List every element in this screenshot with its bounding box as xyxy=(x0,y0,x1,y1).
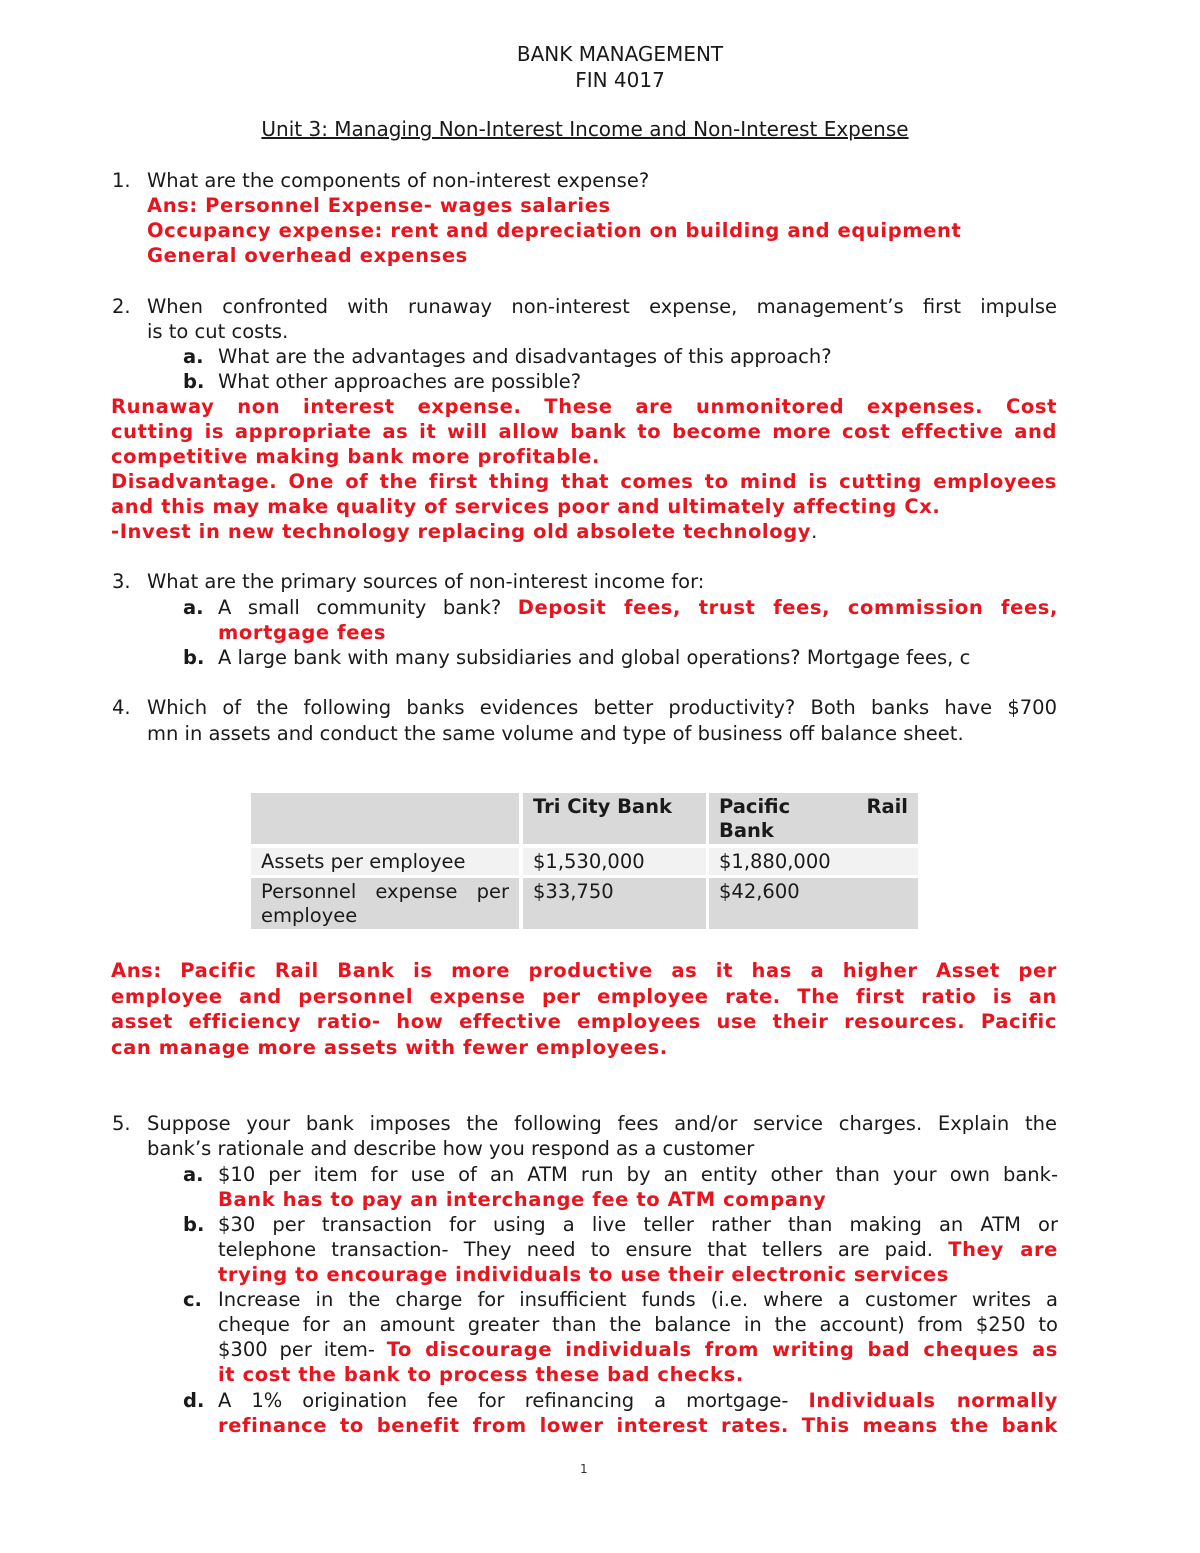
course-code: FIN 4017 xyxy=(575,68,665,92)
q5-b-answer-1: They are xyxy=(948,1238,1058,1261)
q5-b-label: b. xyxy=(183,1213,205,1236)
q2-b-label: b. xyxy=(183,370,205,393)
q3-a-text: A small community bank? xyxy=(218,596,502,619)
q5-b-answer-2: trying to encourage individuals to use their electronic services xyxy=(218,1263,949,1286)
q2-line-1: When confronted with runaway non-interest expense, management’s first impulse xyxy=(147,295,1057,318)
q1-answer-1: Ans: Personnel Expense- wages salaries xyxy=(147,194,611,217)
page-number: 1 xyxy=(580,1462,588,1476)
table-header-blank xyxy=(251,793,519,844)
q5-c-label: c. xyxy=(183,1288,202,1311)
table-row-1-label: Assets per employee xyxy=(251,848,519,875)
q5-c-line-3-text: $300 per item- xyxy=(218,1338,375,1361)
q3-a-answer-1: Deposit fees, trust fees, commission fees, xyxy=(517,596,1058,619)
q3-text: What are the primary sources of non-interest income for: xyxy=(147,570,705,593)
q5-d-line-1-text: A 1% origination fee for refinancing a mortgage- xyxy=(218,1389,789,1412)
q5-d-answer-2: refinance to benefit from lower interest rates. This means the bank xyxy=(218,1414,1058,1437)
q4-line-2: mn in assets and conduct the same volume and type of business off balance sheet. xyxy=(147,722,964,745)
table-row-2-label-line-2: employee xyxy=(261,904,358,927)
q2-answer-line-6-text: -Invest in new technology replacing old absolete technology xyxy=(111,520,812,543)
q3-b-label: b. xyxy=(183,646,205,669)
q2-answer-line-6 xyxy=(111,519,1057,544)
q2-a-label: a. xyxy=(183,345,204,368)
q5-d-line-1 xyxy=(218,1388,1058,1413)
q5-c-line-1: Increase in the charge for insufficient funds (i.e. where a customer writes a xyxy=(218,1288,1058,1311)
q5-c-answer-2: it cost the bank to process these bad checks. xyxy=(218,1363,744,1386)
table-row-2-label-line-1: Personnel expense per xyxy=(261,880,509,903)
q4-answer-line-1: Ans: Pacific Rail Bank is more productive as it has a higher Asset per xyxy=(111,959,1057,982)
q5-number: 5. xyxy=(112,1112,131,1135)
table-header-tri-city: Tri City Bank xyxy=(523,793,706,844)
q5-b-line-1: $30 per transaction for using a live teller rather than making an ATM or xyxy=(218,1213,1058,1236)
table-header-pacific-rail xyxy=(709,793,918,844)
q1-text: What are the components of non-interest expense? xyxy=(147,169,650,192)
q5-b-line-2 xyxy=(218,1237,1058,1262)
q5-line-1: Suppose your bank imposes the following fees and/or service charges. Explain the xyxy=(147,1112,1057,1135)
q5-c-line-3 xyxy=(218,1337,1058,1362)
q1-answer-2: Occupancy expense: rent and depreciation on building and equipment xyxy=(147,219,962,242)
course-header: BANK MANAGEMENT xyxy=(516,42,724,66)
table-header-pacific: Pacific xyxy=(719,795,791,818)
table-row-2-tri-city: $33,750 xyxy=(523,878,706,929)
q3-a-label: a. xyxy=(183,596,204,619)
q5-a-label: a. xyxy=(183,1163,204,1186)
q1-answer-3: General overhead expenses xyxy=(147,244,468,267)
table-row-1-tri-city: $1,530,000 xyxy=(523,848,706,875)
q5-line-2: bank’s rationale and describe how you respond as a customer xyxy=(147,1137,755,1160)
q5-a-text: $10 per item for use of an ATM run by an entity other than your own bank- xyxy=(218,1163,1058,1186)
table-row-2-pacific: $42,600 xyxy=(709,878,918,929)
q2-number: 2. xyxy=(112,295,131,318)
table-header-bank: Bank xyxy=(719,819,774,842)
q2-line-2: is to cut costs. xyxy=(147,320,289,343)
q2-answer-line-5: and this may make quality of services poor and ultimately affecting Cx. xyxy=(111,495,941,518)
q4-line-1: Which of the following banks evidences better productivity? Both banks have $700 xyxy=(147,696,1057,719)
table-row-2-label xyxy=(251,878,519,929)
q3-b-text: A large bank with many subsidiaries and global operations? Mortgage fees, c xyxy=(218,646,971,669)
q5-a-answer: Bank has to pay an interchange fee to ATM company xyxy=(218,1188,827,1211)
q2-answer-line-3: competitive making bank more profitable. xyxy=(111,445,600,468)
q4-answer-line-4: can manage more assets with fewer employees. xyxy=(111,1036,668,1059)
q3-a-answer-2: mortgage fees xyxy=(218,621,387,644)
q4-answer-line-3: asset efficiency ratio- how effective employees use their resources. Pacific xyxy=(111,1010,1057,1033)
q4-answer-line-2: employee and personnel expense per employee rate. The first ratio is an xyxy=(111,985,1057,1008)
q2-b-text: What other approaches are possible? xyxy=(218,370,582,393)
table-row-1-pacific: $1,880,000 xyxy=(709,848,918,875)
q5-c-answer-1: To discourage individuals from writing bad cheques as xyxy=(386,1338,1058,1361)
q1-number: 1. xyxy=(112,169,131,192)
q5-d-answer-1: Individuals normally xyxy=(808,1389,1058,1412)
q5-b-line-2-text: telephone transaction- They need to ensure that tellers are paid. xyxy=(218,1238,934,1261)
q4-number: 4. xyxy=(112,696,131,719)
q2-answer-end: . xyxy=(811,520,818,543)
q5-d-label: d. xyxy=(183,1389,205,1412)
q5-c-line-2: cheque for an amount greater than the balance in the account) from $250 to xyxy=(218,1313,1058,1336)
q2-answer-line-4: Disadvantage. One of the first thing that comes to mind is cutting employees xyxy=(111,470,1057,493)
q3-a-line xyxy=(218,595,1058,620)
q2-answer-line-1: Runaway non interest expense. These are unmonitored expenses. Cost xyxy=(111,395,1057,418)
q3-number: 3. xyxy=(112,570,131,593)
q2-answer-line-2: cutting is appropriate as it will allow bank to become more cost effective and xyxy=(111,420,1057,443)
table-header-rail: Rail xyxy=(866,795,908,818)
unit-title: Unit 3: Managing Non-Interest Income and Non-Interest Expense xyxy=(261,117,909,141)
q2-a-text: What are the advantages and disadvantages of this approach? xyxy=(218,345,832,368)
